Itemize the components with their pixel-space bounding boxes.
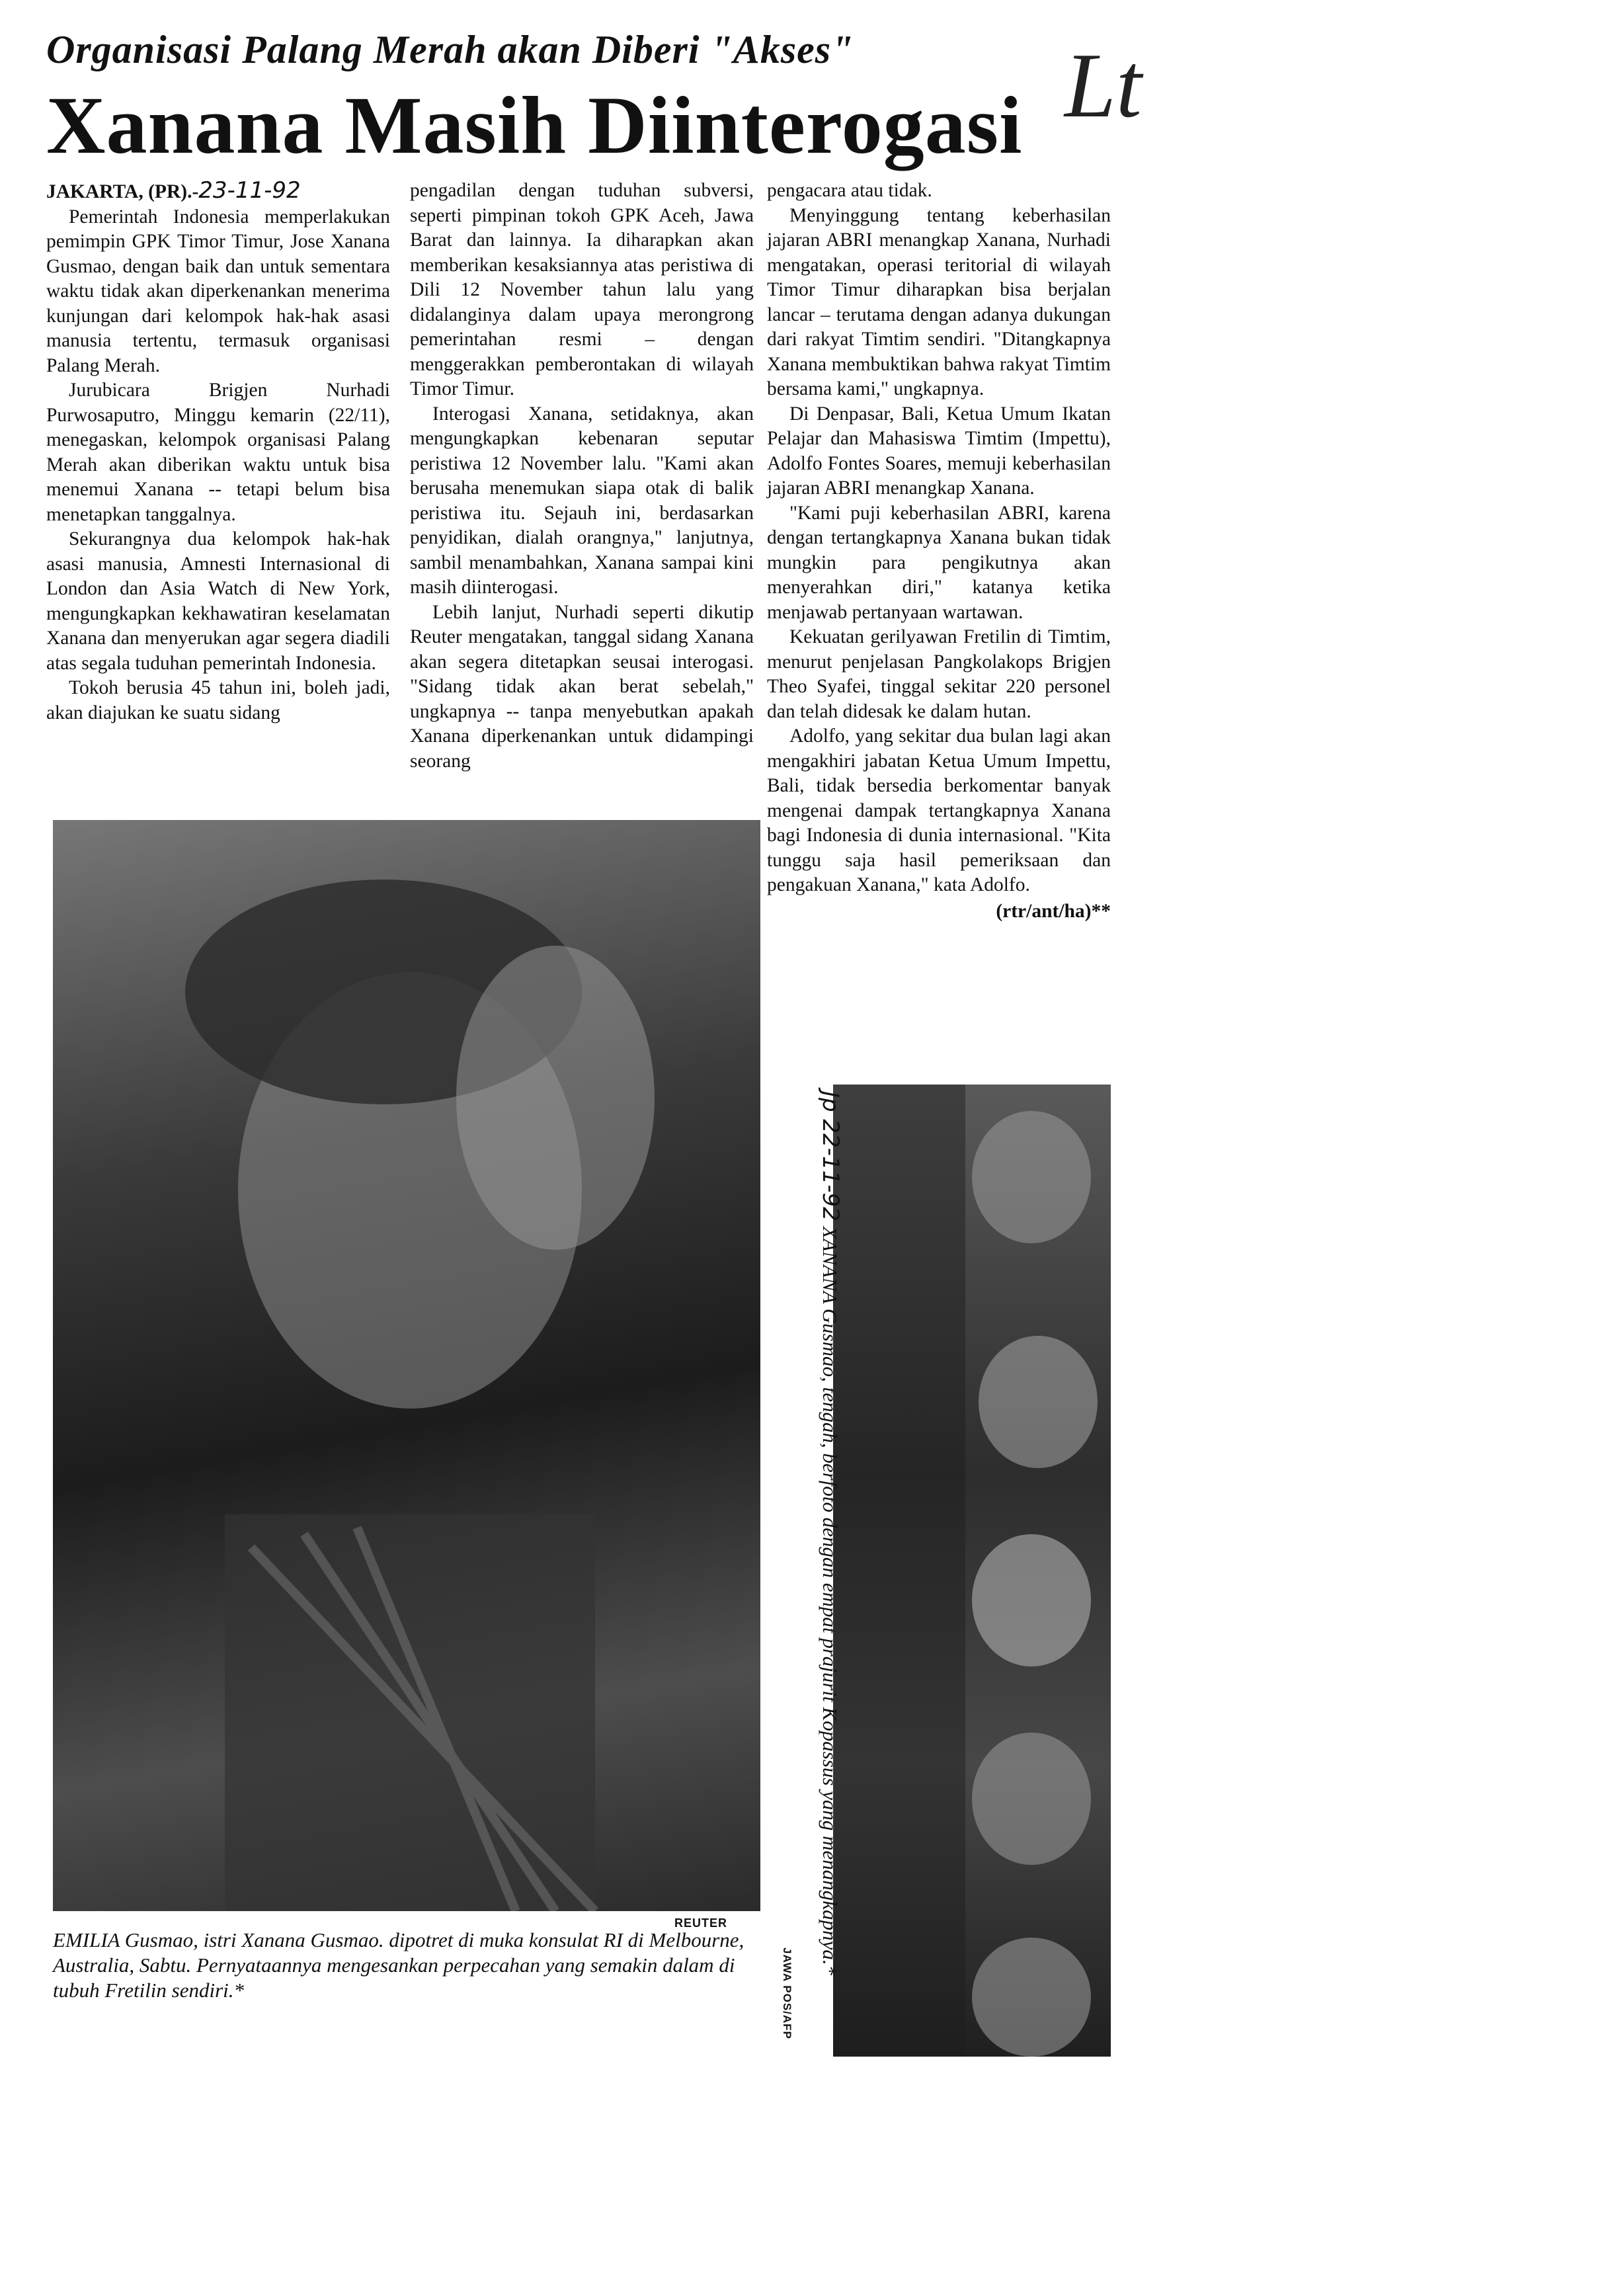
main-headline: Xanana Masih Diinterogasi xyxy=(46,80,1023,171)
paragraph: pengacara atau tidak. xyxy=(767,180,932,201)
paragraph: Pemerintah Indonesia memperlakukan pemimpin GPK Timor Timur, Jose Xanana Gusmao, dengan baik dan untuk sementara waktu tidak akan diperkenankan menerima kunjungan dari kelompok hak-hak asasi manusia tertentu, termasuk organisasi Palang Merah. xyxy=(46,206,390,376)
photo-caption-text: XANANA Gusmao, tengah, berfoto dengan empat prajurit Kopassus yang menangkapnya.* xyxy=(819,1226,842,1976)
paragraph: "Kami puji keberhasilan ABRI, karena dengan tertangkapnya Xanana bukan tidak mungkin para pengikutnya akan menyerahkan diri," katanya ketika menjawab pertanyaan wartawan. xyxy=(767,502,1111,623)
photo-credit: REUTER xyxy=(674,1916,728,1930)
paragraph: Sekurangnya dua kelompok hak-hak asasi manusia, Amnesti Internasional di London dan Asia Watch di New York, mengungkapkan kekhawatiran keselamatan Xanana dan menyerukan agar segera diadili atas segala tuduhan pemerintah Indonesia. xyxy=(46,528,390,674)
photo-emilia-gusmao xyxy=(53,820,760,1911)
paragraph: Adolfo, yang sekitar dua bulan lagi akan mengakhiri jabatan Ketua Umum Impettu, Bali, tidak bersedia berkomentar banyak mengenai dampak tertangkapnya Xanana bagi Indonesia di dunia internasional. "Kita tunggu saja hasil pemeriksaan dan pengakuan Xanana," kata Adolfo. xyxy=(767,725,1111,895)
article-column-1 xyxy=(46,179,390,725)
paragraph: Lebih lanjut, Nurhadi seperti dikutip Reuter mengatakan, tanggal sidang Xanana akan segera ditetapkan seusai interogasi. "Sidang tidak akan berat sebelah," ungkapnya -- tanpa menyebutkan apakah Xanana diperkenankan untuk didampingi seorang xyxy=(410,601,754,772)
article-column-3 xyxy=(767,179,1111,924)
paragraph: Tokoh berusia 45 tahun ini, boleh jadi, akan diajukan ke suatu sidang xyxy=(46,677,390,723)
paragraph: Di Denpasar, Bali, Ketua Umum Ikatan Pelajar dan Mahasiswa Timtim (Impettu), Adolfo Fontes Soares, memuji keberhasilan jajaran ABRI menangkap Xanana. xyxy=(767,403,1111,499)
paragraph: Interogasi Xanana, setidaknya, akan mengungkapkan kebenaran seputar peristiwa 12 November lalu. "Kami akan berusaha menemukan siapa otak di balik peristiwa itu. Sejauh ini, berdasarkan penyidikan, dialah orangnya," lanjutnya, sambil menambahkan, Xanana sampai kini masih diinterogasi. xyxy=(410,403,754,598)
signoff: (rtr/ant/ha)** xyxy=(996,900,1111,922)
photo-credit: JAWA POS/AFP xyxy=(781,1948,793,2039)
photo-caption-rotated xyxy=(817,1091,843,2070)
handwritten-date: 23-11-92 xyxy=(198,177,301,204)
article-column-2 xyxy=(410,179,754,774)
dateline: JAKARTA, (PR).- xyxy=(46,181,199,202)
paragraph: Menyinggung tentang keberhasilan jajaran ABRI menangkap Xanana, Nurhadi mengatakan, operasi teritorial di wilayah Timor Timur diharapkan bisa berjalan lancar – terutama dengan adanya dukungan dari rakyat Timtim sendiri. "Ditangkapnya Xanana membuktikan bahwa rakyat Timtim bersama kami," ungkapnya. xyxy=(767,204,1111,399)
handwritten-date: Jp 22-11-92 xyxy=(817,1091,844,1221)
photo-xanana-with-soldiers xyxy=(833,1085,1111,2057)
handwritten-margin-mark: Lt xyxy=(1065,34,1142,137)
paragraph: pengadilan dengan tuduhan subversi, seperti pimpinan tokoh GPK Aceh, Jawa Barat dan lainnya. Ia diharapkan akan memberikan kesaksiannya atas peristiwa di Dili 12 November tahun lalu yang didalanginya dalam upaya merongrong pemerintahan resmi – dengan menggerakkan pemberontakan di wilayah Timor Timur. xyxy=(410,180,754,399)
paragraph xyxy=(46,179,390,205)
newspaper-clipping xyxy=(46,20,1142,2057)
photo-caption: EMILIA Gusmao, istri Xanana Gusmao. dipotret di muka konsulat RI di Melbourne, Australia, Sabtu. Pernyataannya mengesankan perpecahan yang semakin dalam di tubuh Fretilin sendiri.* xyxy=(53,1928,744,2002)
kicker-headline: Organisasi Palang Merah akan Diberi "Akses" xyxy=(46,28,854,71)
paragraph: Jurubicara Brigjen Nurhadi Purwosaputro, Minggu kemarin (22/11), menegaskan, kelompok organisasi Palang Merah akan diberikan waktu untuk bisa menemui Xanana -- tetapi belum bisa menetapkan tanggalnya. xyxy=(46,380,390,525)
paragraph: Kekuatan gerilyawan Fretilin di Timtim, menurut penjelasan Pangkolakops Brigjen Theo Syafei, tinggal sekitar 220 personel dan telah didesak ke dalam hutan. xyxy=(767,626,1111,722)
